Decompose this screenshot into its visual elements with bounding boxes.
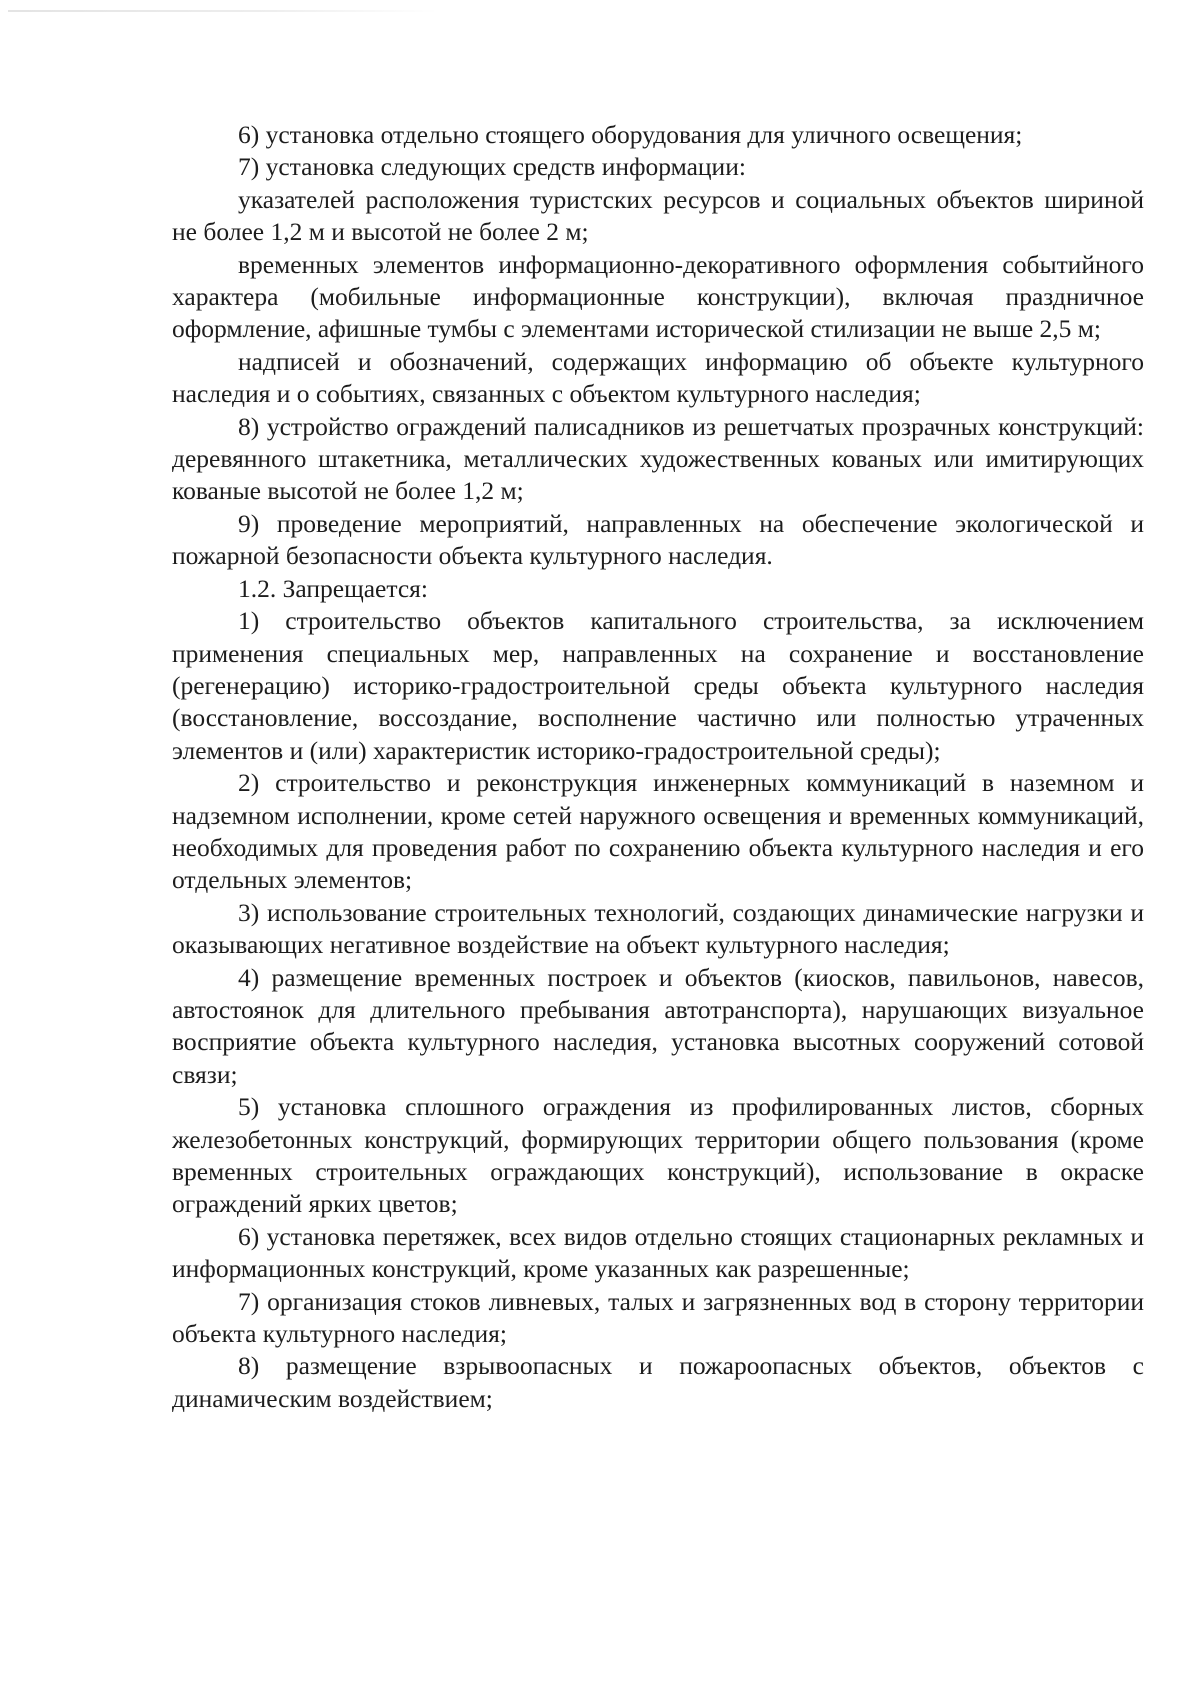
paragraph-item-9-safety: 9) проведение мероприятий, направленных на обеспечение экологической и пожарной безопасности объекта культурного наследия.: [172, 508, 1144, 571]
paragraph-item-7-information: 7) установка следующих средств информации:: [238, 152, 746, 182]
paragraph-item-6-lighting: 6) установка отдельно стоящего оборудования для уличного освещения;: [238, 120, 1023, 149]
scan-edge-mark: [8, 10, 438, 12]
paragraph-prohibited-8: 8) размещение взрывоопасных и пожароопасных объектов, объектов с динамическим воздействием;: [172, 1351, 1144, 1413]
paragraph-prohibited-7: 7) организация стоков ливневых, талых и загрязненных вод в сторону территории объекта культурного наследия;: [172, 1286, 1144, 1349]
paragraph-prohibited-1: 1) строительство объектов капитального строительства, за исключением применения специальных мер, направленных на сохранение и восстановление (регенерацию) историко-градостроительной среды объекта культурного наследия (восстановление, воссоздание, восполнение частично или полностью утраченных элементов и (или) характеристик историко-градостроительной среды);: [172, 606, 1144, 765]
section-heading-prohibited: 1.2. Запрещается:: [238, 573, 428, 603]
paragraph-item-8-fences: 8) устройство ограждений палисадников из решетчатых прозрачных конструкций: деревянного штакетника, металлических художественных кованых или имитирующих кованые высотой не более 1,2 м;: [172, 411, 1144, 506]
paragraph-prohibited-4: 4) размещение временных построек и объектов (киосков, павильонов, навесов, автостоянок для длительного пребывания автотранспорта), нарушающих визуальное восприятие объекта культурного наследия, установка высотных сооружений сотовой связи;: [172, 962, 1144, 1089]
document-body: [172, 119, 1144, 1415]
paragraph-inscriptions: надписей и обозначений, содержащих информацию об объекте культурного наследия и о событиях, связанных с объектом культурного наследия;: [172, 346, 1144, 409]
paragraph-temporary-elements: временных элементов информационно-декоративного оформления событийного характера (мобильные информационные конструкции), включая праздничное оформление, афишные тумбы с элементами исторической стилизации не выше 2,5 м;: [172, 249, 1144, 344]
paragraph-pointers: указателей расположения туристских ресурсов и социальных объектов шириной не более 1,2 м и высотой не более 2 м;: [172, 184, 1144, 247]
paragraph-prohibited-6: 6) установка перетяжек, всех видов отдельно стоящих стационарных рекламных и информационных конструкций, кроме указанных как разрешенные;: [172, 1221, 1144, 1284]
paragraph-prohibited-2: 2) строительство и реконструкция инженерных коммуникаций в наземном и надземном исполнении, кроме сетей наружного освещения и временных коммуникаций, необходимых для проведения работ по сохранению объекта культурного наследия и его отдельных элементов;: [172, 768, 1144, 895]
paragraph-prohibited-5: 5) установка сплошного ограждения из профилированных листов, сборных железобетонных конструкций, формирующих территории общего пользования (кроме временных строительных ограждающих конструкций), использование в окраске ограждений ярких цветов;: [172, 1092, 1144, 1219]
paragraph-prohibited-3: 3) использование строительных технологий, создающих динамические нагрузки и оказывающих негативное воздействие на объект культурного наследия;: [172, 897, 1144, 960]
